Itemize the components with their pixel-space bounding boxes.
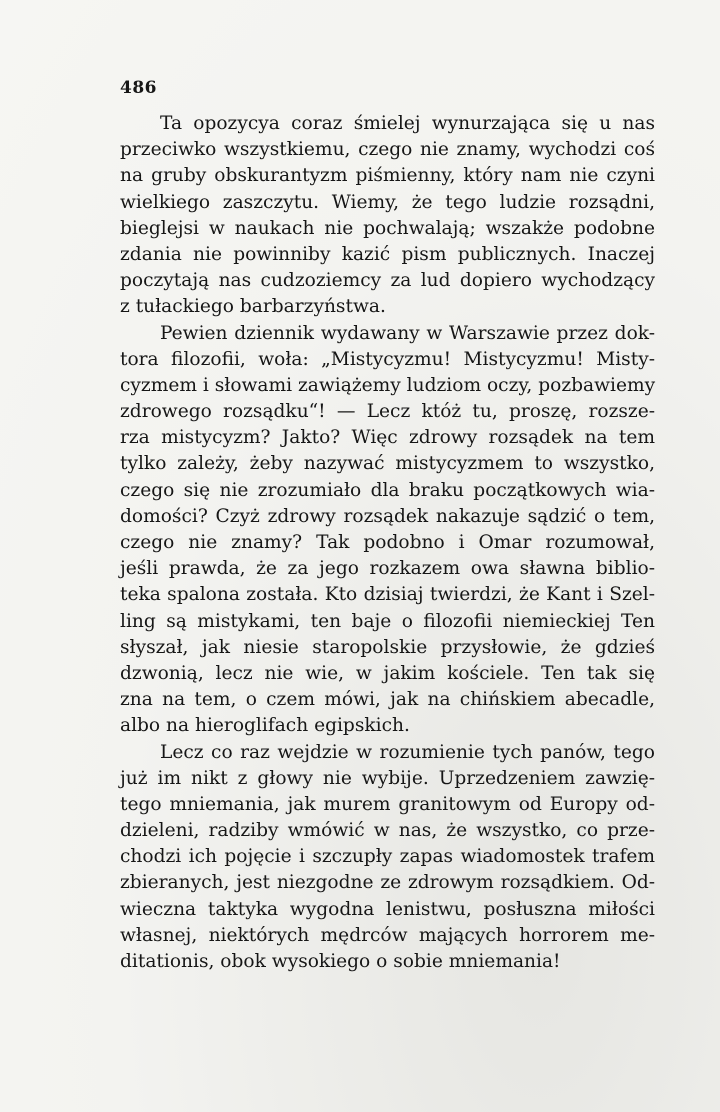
- text-line: z tułackiego barbarzyństwa.: [120, 296, 386, 318]
- paragraph: [120, 321, 655, 740]
- text-line: albo na hieroglifach egipskich.: [120, 715, 410, 737]
- text-line: tora filozofii, woła: „Mistycyzmu! Mistycyzmu! Misty-: [120, 348, 655, 370]
- text-line: domości? Czyż zdrowy rozsądek nakazuje sądzić o tem,: [120, 505, 655, 527]
- text-line: zdrowego rozsądku“! — Lecz któż tu, proszę, rozsze-: [120, 401, 655, 423]
- text-line: słyszał, jak niesie staropolskie przysłowie, że gdzieś: [120, 636, 655, 658]
- text-line: tego mniemania, jak murem granitowym od Europy od-: [120, 793, 655, 815]
- text-line: Ta opozycya coraz śmielej wynurzająca się u nas: [160, 113, 655, 134]
- text-line: czego nie znamy? Tak podobno i Omar rozumował,: [120, 532, 655, 553]
- text-line: zna na tem, o czem mówi, jak na chińskiem abecadle,: [120, 689, 655, 711]
- text-line: przeciwko wszystkiemu, czego nie znamy, wychodzi coś: [120, 139, 655, 161]
- text-line: już im nikt z głowy nie wybije. Uprzedzeniem zawzię-: [120, 767, 655, 789]
- text-line: Pewien dziennik wydawany w Warszawie przez dok-: [160, 322, 655, 344]
- text-line: chodzi ich pojęcie i szczupły zapas wiadomostek trafem: [120, 846, 655, 868]
- text-line: bieglejsi w naukach nie pochwalają; wszakże podobne: [120, 217, 655, 239]
- text-line: dzwonią, lecz nie wie, w jakim kościele. Ten tak się: [120, 662, 655, 684]
- text-line: tylko zależy, żeby nazywać mistycyzmem to wszystko,: [120, 453, 655, 475]
- text-line: czego się nie zrozumiało dla braku początkowych wia-: [120, 479, 655, 501]
- text-line: własnej, niektórych mędrców mających horrorem me-: [120, 924, 655, 946]
- text-line: zbieranych, jest niezgodne ze zdrowym rozsądkiem. Od-: [120, 872, 655, 894]
- text-line: dzieleni, radziby wmówić w nas, że wszystko, co prze-: [120, 820, 655, 842]
- paragraph: [120, 111, 655, 321]
- body-text: [120, 111, 655, 975]
- text-line: ditationis, obok wysokiego o sobie mniemania!: [120, 951, 561, 972]
- text-line: ling są mistykami, ten baje o filozofii niemieckiej Ten: [120, 610, 655, 632]
- text-line: wielkiego zaszczytu. Wiemy, że tego ludzie rozsądni,: [120, 191, 655, 213]
- text-line: wieczna taktyka wygodna lenistwu, posłuszna miłości: [120, 898, 655, 920]
- paragraph: [120, 740, 655, 976]
- page-number: 486: [120, 78, 157, 98]
- text-line: jeśli prawda, że za jego rozkazem owa sławna biblio-: [120, 558, 655, 580]
- text-line: rza mistycyzm? Jakto? Więc zdrowy rozsądek na tem: [120, 427, 655, 449]
- text-line: poczytają nas cudzoziemcy za lud dopiero wychodzący: [120, 270, 655, 292]
- text-line: cyzmem i słowami zawiążemy ludziom oczy, pozbawiemy: [120, 374, 656, 396]
- text-line: na gruby obskurantyzm piśmienny, który nam nie czyni: [120, 165, 655, 187]
- text-line: teka spalona została. Kto dzisiaj twierdzi, że Kant i Szel-: [120, 584, 655, 606]
- text-line: Lecz co raz wejdzie w rozumienie tych panów, tego: [160, 741, 655, 763]
- text-line: zdania nie powinniby kazić pism publicznych. Inaczej: [120, 243, 655, 265]
